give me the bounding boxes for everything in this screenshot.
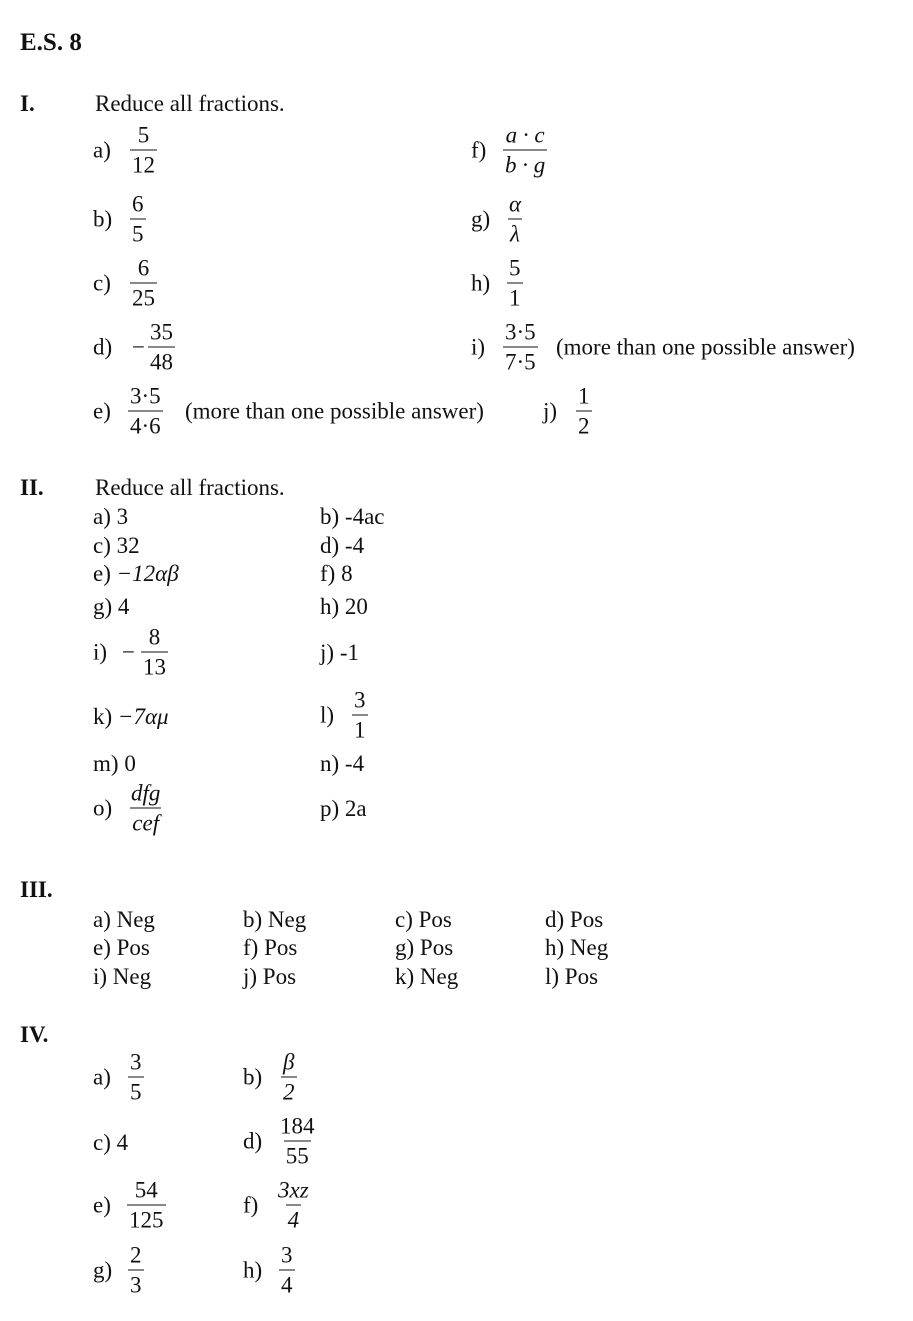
item-value: −12αβ [116,561,179,586]
item-value: 20 [344,594,368,619]
item-value: −7αμ [117,704,169,729]
denominator: 4 [286,1205,302,1232]
fraction [128,385,163,438]
item-label: d) [243,1128,263,1154]
section-iii-item-e: e) Pos [93,935,150,960]
item-label: k) [93,704,113,729]
item-value: -4ac [344,504,385,529]
item-value: -4 [344,751,365,776]
section-iii-item-d: d) Pos [545,907,604,932]
section-ii-item-h [320,595,368,618]
section-iii-item-i: i) Neg [93,964,152,989]
fraction [128,1051,144,1104]
fraction [129,782,162,835]
section-ii-item-a [93,505,128,528]
fraction [148,321,175,374]
section-ii-item-k [93,705,169,728]
item-label: e) [93,561,111,586]
numerator: β [283,1049,295,1075]
item-label: g) [93,1257,113,1283]
fraction [278,1115,317,1168]
denominator: λ [508,219,522,246]
item-label: a) [93,137,111,163]
numerator: dfg [131,780,161,806]
denominator: cef [130,808,161,835]
denominator: 5 [130,219,146,246]
fraction [141,626,168,679]
denominator: 13 [141,652,168,679]
item-label: g) [471,206,491,232]
section-ii-item-n [320,752,364,775]
section-ii-item-d [320,534,364,557]
denominator: 3 [128,1270,144,1297]
fraction [127,1179,166,1232]
item-label: c) [93,533,111,558]
numerator: 8 [148,624,161,650]
section-iii-item-b: b) Neg [243,907,307,932]
numerator: 3 [354,687,366,713]
fraction [507,193,523,246]
section-iii-item-h: h) Neg [545,935,609,960]
fraction [276,1179,311,1232]
section-ii-item-p [320,797,367,820]
fraction [503,124,547,177]
item-value: 8 [341,561,353,586]
section-iv-numeral: IV. [20,1022,49,1047]
section-ii-item-e [93,562,179,585]
denominator: 125 [127,1205,166,1232]
section-ii-instruction: Reduce all fractions. [95,475,285,500]
denominator: 2 [281,1077,297,1104]
item-label: j) [543,398,558,424]
item-note: (more than one possible answer) [185,398,484,424]
denominator: 5 [128,1077,144,1104]
section-iii-item-l: l) Pos [545,964,599,989]
item-value: 32 [116,533,140,558]
numerator: α [509,191,522,217]
denominator: b · g [503,150,547,177]
numerator: 3xz [278,1177,309,1203]
fraction [279,1244,295,1297]
item-label: g) [93,594,113,619]
fraction [130,193,146,246]
fraction [503,321,538,374]
item-label: h) [243,1257,263,1283]
section-i-instruction: Reduce all fractions. [95,91,285,116]
numerator: 5 [137,122,150,148]
numerator: 184 [280,1113,315,1139]
numerator: 35 [150,319,173,345]
fraction [130,124,157,177]
item-note: (more than one possible answer) [556,334,855,360]
section-ii-item-b [320,505,385,528]
item-label: d) [93,334,113,360]
minus-sign: − [122,639,135,665]
section-iii-item-k: k) Neg [395,964,459,989]
denominator: 55 [284,1141,311,1168]
item-label: a) [93,504,111,529]
fraction [507,257,523,310]
section-iii-item-f: f) Pos [243,935,298,960]
item-label: b) [93,206,113,232]
numerator: 6 [137,255,150,281]
denominator: 1 [352,715,368,742]
item-value: -1 [339,640,359,665]
denominator: 48 [148,347,175,374]
numerator: 2 [130,1242,142,1268]
section-iv-item-c: c) 4 [93,1130,129,1155]
numerator: 5 [509,255,521,281]
section-iii-item-g: g) Pos [395,935,454,960]
item-label: b) [320,504,340,529]
item-label: e) [93,398,111,424]
numerator: 3·5 [505,319,536,345]
numerator: 3 [281,1242,293,1268]
item-value: -4 [344,533,365,558]
fraction [352,689,368,742]
item-label: i) [93,639,108,665]
item-label: o) [93,795,113,821]
item-value: 2a [344,796,367,821]
fraction [281,1051,297,1104]
item-value: 3 [116,504,129,529]
item-label: a) [93,1064,111,1090]
item-value: 4 [117,594,130,619]
fraction [576,385,592,438]
section-ii-numeral: II. [20,475,44,500]
item-label: j) [320,640,335,665]
denominator: 4·6 [128,411,163,438]
section-ii-item-j [320,641,359,664]
page-title: E.S. 8 [20,29,82,56]
denominator: 2 [576,411,592,438]
fraction [130,257,157,310]
section-iii-item-c: c) Pos [395,907,452,932]
item-label: e) [93,1192,111,1218]
section-i-numeral: I. [20,91,35,116]
item-label: c) [93,270,111,296]
denominator: 1 [507,283,523,310]
item-label: f) [471,137,487,163]
denominator: 7·5 [503,347,538,374]
item-label: h) [471,270,491,296]
item-label: l) [320,702,335,728]
item-label: n) [320,751,340,776]
numerator: 54 [134,1177,158,1203]
section-iii-item-a: a) Neg [93,907,155,932]
numerator: a · c [505,122,545,148]
item-label: i) [471,334,486,360]
item-value: 0 [124,751,136,776]
section-ii-item-f [320,562,353,585]
minus-sign: − [132,334,145,360]
item-label: p) [320,796,340,821]
item-label: d) [320,533,340,558]
numerator: 3 [130,1049,142,1075]
section-iii-numeral: III. [20,877,53,902]
item-label: f) [320,561,336,586]
section-ii-item-m [93,752,136,775]
section-ii-item-g [93,595,129,618]
denominator: 12 [130,150,157,177]
fraction [128,1244,144,1297]
item-label: b) [243,1064,263,1090]
item-label: h) [320,594,340,619]
numerator: 3·5 [130,383,161,409]
section-ii-item-c [93,534,140,557]
numerator: 6 [132,191,144,217]
denominator: 4 [279,1270,295,1297]
denominator: 25 [130,283,157,310]
numerator: 1 [578,383,590,409]
item-label: m) [93,751,119,776]
section-iii-item-j: j) Pos [243,964,297,989]
item-label: f) [243,1192,259,1218]
